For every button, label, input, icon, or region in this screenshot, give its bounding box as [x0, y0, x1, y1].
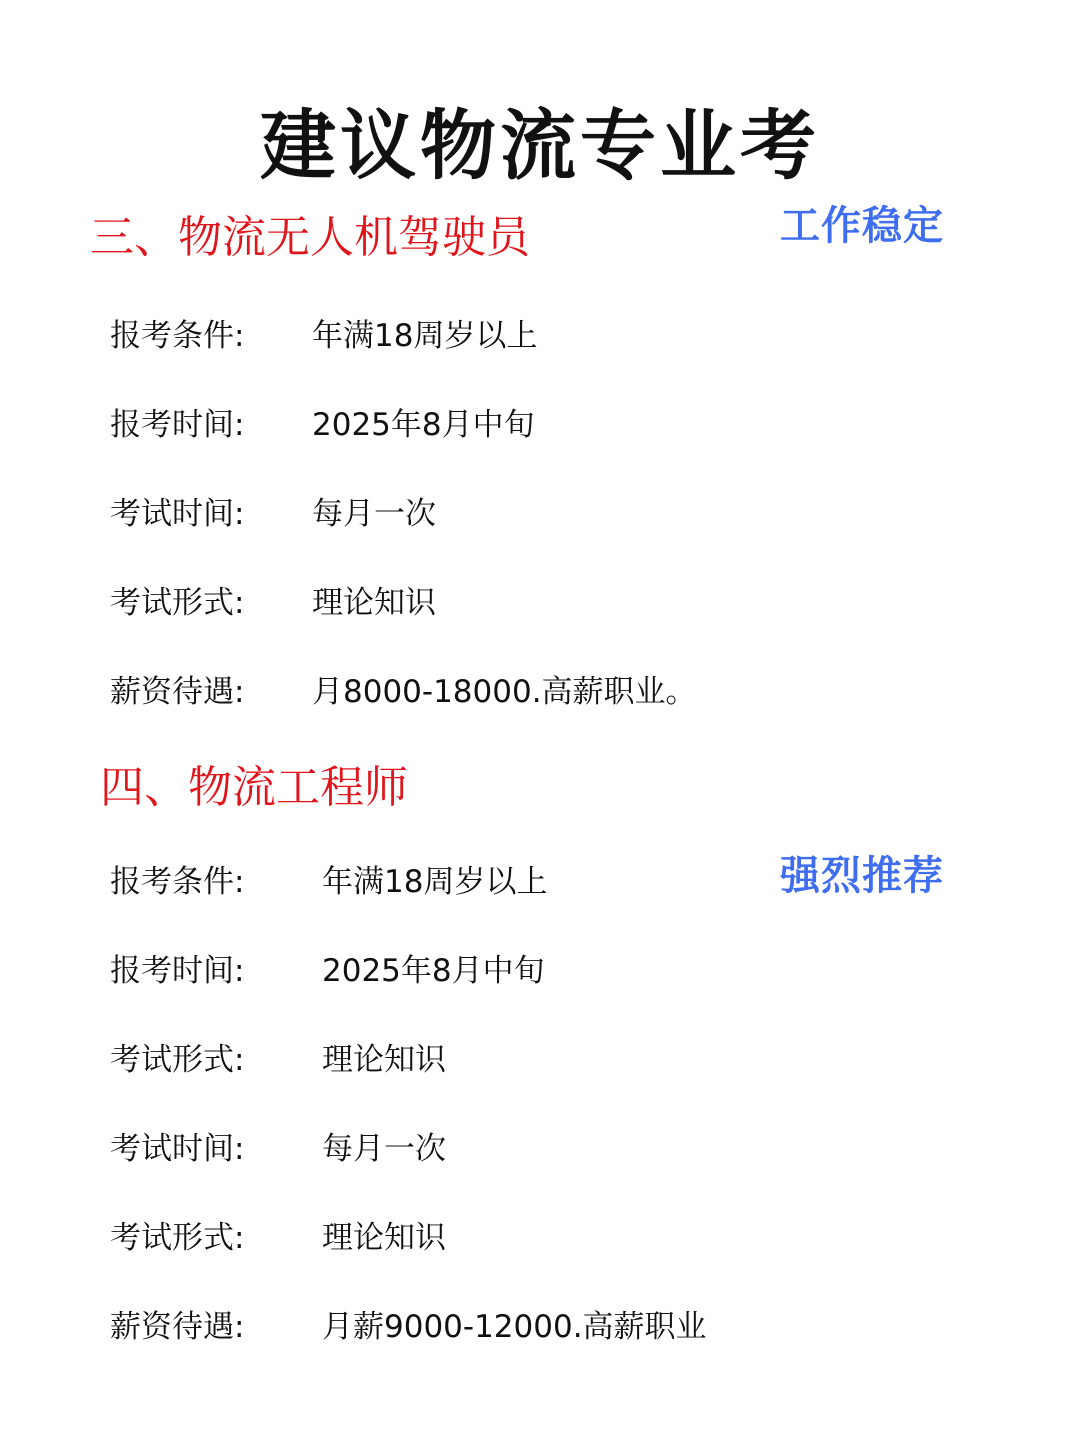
- row-value: 2025年8月中旬: [312, 407, 535, 443]
- section-heading-drone-pilot: 三、物流无人机驾驶员: [90, 212, 530, 263]
- row-value: 每月一次: [312, 496, 436, 532]
- tag-stable-work: 工作稳定: [780, 203, 944, 249]
- page-title: 建议物流专业考: [260, 101, 820, 190]
- section-heading-logistics-engineer: 四、物流工程师: [100, 762, 408, 813]
- row-value: 理论知识: [312, 585, 436, 621]
- row-label: 薪资待遇:: [110, 674, 245, 710]
- row-label: 考试时间:: [110, 496, 245, 532]
- row-label: 考试形式:: [110, 1042, 245, 1078]
- row-value: 理论知识: [322, 1042, 446, 1078]
- tag-strongly-recommended: 强烈推荐: [780, 853, 944, 899]
- row-label: 薪资待遇:: [110, 1309, 245, 1345]
- row-value: 年满18周岁以上: [322, 864, 548, 900]
- row-label: 考试时间:: [110, 1131, 245, 1167]
- row-value: 年满18周岁以上: [312, 318, 538, 354]
- row-value: 月8000-18000.高薪职业。: [312, 674, 697, 710]
- row-value: 每月一次: [322, 1131, 446, 1167]
- row-label: 考试形式:: [110, 585, 245, 621]
- row-value: 2025年8月中旬: [322, 953, 545, 989]
- row-value: 月薪9000-12000.高薪职业: [322, 1309, 707, 1345]
- row-label: 考试形式:: [110, 1220, 245, 1256]
- row-label: 报考条件:: [110, 864, 245, 900]
- row-label: 报考条件:: [110, 318, 245, 354]
- row-label: 报考时间:: [110, 407, 245, 443]
- row-label: 报考时间:: [110, 953, 245, 989]
- row-value: 理论知识: [322, 1220, 446, 1256]
